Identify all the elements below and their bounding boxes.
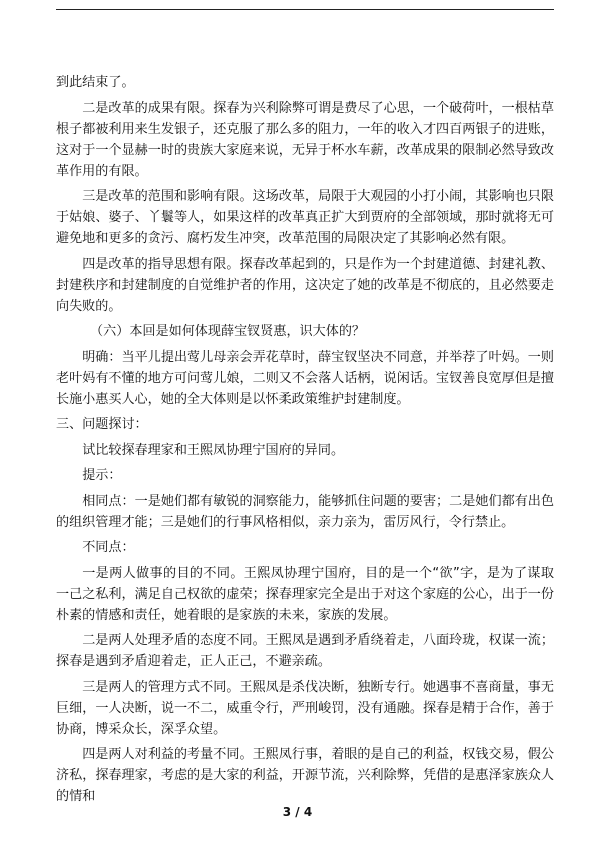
header-rule [56, 9, 554, 10]
paragraph-difference-purpose: 一是两人做事的目的不同。王熙凤协理宁国府，目的是一个“欲”字，是为了谋取一己之私利，满足自己权欲的虚荣；探春理家完全是出于对这个家庭的公心，出于一份朴素的情感和责任，她着眼的是家族的未来，家族的发展。 [56, 565, 554, 623]
paragraph-discussion-prompt: 试比较探春理家和王熙凤协理宁国府的异同。 [82, 442, 345, 458]
paragraph-difference-management: 三是两人的管理方式不同。王熙凤是杀伐决断，独断专行。她遇事不喜商量，事无巨细，一人决断，说一不二，威重令行，严刑峻罚，没有通融。探春是精于合作，善于协商，博采众长，深孚众望。 [56, 679, 554, 737]
paragraph-limited-ideology: 四是改革的指导思想有限。探春改革起到的，只是作为一个封建道德、封建礼教、封建秩序和封建制度的自觉维护者的作用，这决定了她的改革是不彻底的，且必然要走向失败的。 [56, 256, 554, 314]
paragraph-difference-interest: 四是两人对利益的考量不同。王熙凤行事，着眼的是自己的利益，权钱交易，假公济私，探春理家，考虑的是大家的利益，开源节流，兴利除弊，凭借的是惠泽家族众人的情和 [56, 747, 554, 804]
paragraph-similarities: 相同点：一是她们都有敏锐的洞察能力，能够抓住问题的要害；二是她们都有出色的组织管理才能；三是她们的行事风格相似，亲力亲为，雷厉风行，令行禁止。 [56, 493, 554, 530]
paragraph-answer-baochai: 明确：当平儿提出莺儿母亲会弄花草时，薛宝钗坚决不同意，并举荐了叶妈。一则老叶妈有不懂的地方可问莺儿娘，二则又不会落人话柄，说闲话。宝钗善良宽厚但是擅长施小惠买人心，她的全大体则是以怀柔政策维护封建制度。 [56, 349, 554, 407]
section-heading-discussion: 三、问题探讨： [56, 417, 148, 432]
paragraph-limited-scope: 三是改革的范围和影响有限。这场改革，局限于大观园的小打小闹，其影响也只限于姑娘、婆子、丫鬟等人，如果这样的改革真正扩大到贾府的全部领域，那时就将无可避免地和更多的贪污、腐朽发生冲突，改革范围的局限决定了其影响必然有限。 [56, 189, 554, 246]
paragraph-difference-conflict: 二是两人处理矛盾的态度不同。王熙凤是遇到矛盾绕着走，八面玲珑，权谋一流；探春是遇到矛盾迎着走，正人正己，不避亲疏。 [56, 633, 554, 669]
paragraph-continuation: 到此结束了。 [56, 75, 135, 90]
paragraph-limited-results: 二是改革的成果有限。探春为兴利除弊可谓是费尽了心思，一个破荷叶，一根枯草根子都被利用来生发银子，还克服了那么多的阻力，一年的收入才四百两银子的进账，这对于一个显赫一时的贵族大家庭来说，无异于杯水车薪，改革成果的限制必然导致改革作用的有限。 [56, 100, 554, 179]
document-body [56, 72, 554, 812]
page-number: 3 / 4 [282, 805, 313, 819]
paragraph-differences-label: 不同点： [82, 540, 135, 555]
paragraph-hint-label: 提示： [82, 468, 122, 483]
question-heading-baochai: （六）本回是如何体现薛宝钗贤惠，识大体的？ [90, 324, 366, 339]
